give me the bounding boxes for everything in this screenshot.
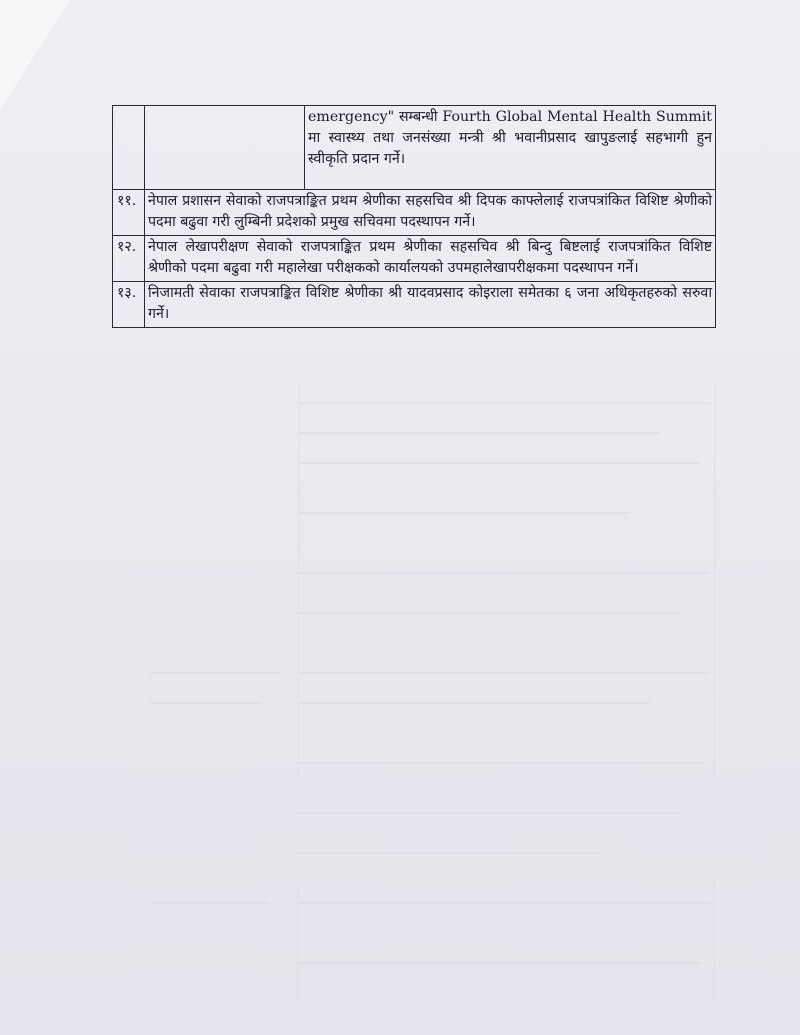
row-text: emergency" सम्बन्धी Fourth Global Mental Health Summit मा स्वास्थ्य तथा जनसंख्या मन्त्री श्री भवानीप्रसाद खापुङलाई सहभागी हुन स्वीकृति प्रदान गर्ने। [305, 106, 716, 190]
bleed-line [300, 962, 700, 964]
table-row [113, 106, 716, 190]
row-text: निजामती सेवाका राजपत्राङ्कित विशिष्ट श्रेणीका श्री यादवप्रसाद कोइराला समेतका ६ जना अधिकृतहरुको सरुवा गर्ने। [145, 282, 716, 328]
row-text: नेपाल लेखापरीक्षण सेवाको राजपत्राङ्कित प्रथम श्रेणीका सहसचिव श्री बिन्दु बिष्टलाई राजपत्रांकित विशिष्ट श्रेणीको पदमा बढुवा गरी महालेखा परीक्षकको कार्यालयको उपमहालेखापरीक्षकमा पदस्थापन गर्ने। [145, 236, 716, 282]
bleed-line [300, 762, 700, 764]
row-text: नेपाल प्रशासन सेवाको राजपत्राङ्कित प्रथम श्रेणीका सहसचिव श्री दिपक काफ्लेलाई राजपत्रांकित विशिष्ट श्रेणीको पदमा बढुवा गरी लुम्बिनी प्रदेशको प्रमुख सचिवमा पदस्थापन गर्ने। [145, 190, 716, 236]
bleed-line [300, 702, 650, 704]
row-number [113, 106, 145, 190]
row-number: ११. [113, 190, 145, 236]
table-row [113, 236, 716, 282]
folded-corner [0, 0, 70, 110]
bleed-line [150, 672, 280, 674]
table-row [113, 190, 716, 236]
bleed-line [150, 902, 270, 904]
bleed-rule [298, 380, 299, 1000]
table-row [113, 282, 716, 328]
bleed-line [300, 402, 710, 404]
bleed-line [300, 672, 710, 674]
bleed-rule [714, 380, 715, 1000]
bleed-line [300, 852, 600, 854]
bleed-line [300, 572, 710, 574]
row-number: १२. [113, 236, 145, 282]
bleed-line [300, 462, 700, 464]
bleed-line [300, 512, 630, 514]
bleed-line [300, 432, 660, 434]
blank-cell [145, 106, 305, 190]
bleed-line [300, 812, 680, 814]
row-number: १३. [113, 282, 145, 328]
decisions-table [112, 105, 716, 328]
bleed-line [300, 902, 710, 904]
bleed-line [150, 702, 260, 704]
bleed-line [300, 612, 680, 614]
